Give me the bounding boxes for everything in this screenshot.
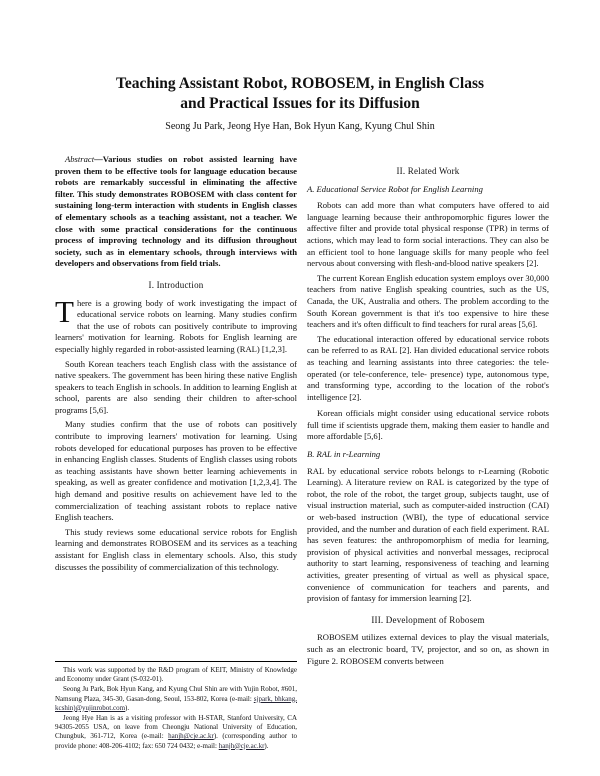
intro-paragraph-4: This study reviews some educational service robots for English learning and demonstrates ROBOSEM and its services as a teaching assistant for English class in elementary schools. Also, this study discusses the possibility of commercialization of this technology. <box>55 526 297 572</box>
right-column <box>307 154 549 670</box>
footnotes <box>55 661 297 752</box>
email-link-yujin[interactable]: sjpark, bhkang, kcshin)@yujinrobot.com <box>55 694 297 712</box>
email-link-han[interactable]: hanjh@cje.ac.kr <box>168 732 214 741</box>
intro-paragraph-3: Many studies confirm that the use of robots can positively contribute to improving learners' motivation for learning. Using robots developed for educational purposes has proven to be effective in enhancing English classes. Students of English classes using robots as teaching assistants have shown better learning achievements in speaking, as well as greater confidence and motivation [1,2,3,4]. The high demand and positive results on achievement have led to the commercialization of teaching assistant robots to replace native English teachers. <box>55 419 297 523</box>
section-heading-related-work: II. Related Work <box>396 166 460 176</box>
intro-paragraph-2: South Korean teachers teach English class with the assistance of native speakers. The government has been hiring these native English speakers to teach English in schools. In addition to learning English at school, parents are also sending their children to after-school programs [5,6]. <box>55 358 297 415</box>
related-paragraph-4: Korean officials might consider using educational service robots full time if scientists upgrade them, making them easier to handle and more affordable [5,6]. <box>307 408 549 442</box>
related-paragraph-3: The educational interaction offered by educational service robots can be referred to as RAL [2]. Han divided educational service robots as teaching and learning assistants into three categories: the tele-operated (or tele-conference, tele- presence) type, autonomous type, and transforming type, according to the location of the robot's intelligence [2]. <box>307 333 549 402</box>
abstract-label: Abstract <box>65 154 95 164</box>
section-heading-introduction: I. Introduction <box>148 279 204 290</box>
paper-title <box>40 74 560 114</box>
footnote-affiliation-2-text: Jeong Hye Han is as a visiting professor with H-STAR, Stanford University, CA 94305-2055 USA, on leave from Cheongju National University of Education, Chungbuk, 361-712, Korea (e-mail: <box>55 714 297 741</box>
footnote-affiliation-1 <box>55 685 297 713</box>
title-line-2: and Practical Issues for its Diffusion <box>180 95 420 112</box>
footnote-funding: This work was supported by the R&D program of KEIT, Ministry of Knowledge and Economy under Grant (S-032-01). <box>55 666 297 684</box>
intro-paragraph-1-text: here is a growing body of work investigating the impact of educational service robots on learning. Many studies confirm that the use of robots can positively contribute to improving learners' motivation for learning. Robots for English learning are especially highly regarded in robot-assisted learning (RAL) [1,2,3]. <box>55 297 297 354</box>
development-paragraph-1: ROBOSEM utilizes external devices to play the visual materials, such as an electronic board, TV, projector, and so on, as shown in Figure 2. ROBOSEM converts between <box>307 632 549 666</box>
abstract <box>55 154 297 270</box>
related-paragraph-2: The current Korean English education system employs over 30,000 teachers from native English speaking countries, such as the US, Canada, the UK, Australia and others. The problem according to the South Korean government is that it's too expensive to hire these teachers and it's often difficult to find teachers for rural areas [5,6]. <box>307 272 549 330</box>
footnote-affiliation-1-text: Seong Ju Park, Bok Hyun Kang, and Kyung Chul Shin are with Yujin Robot, #601, Namsung Plaza, 345-30, Gasan-dong, Seoul, 153-802, Korea (e-mail: <box>55 685 297 703</box>
title-line-1: Teaching Assistant Robot, ROBOSEM, in English Class <box>115 75 485 92</box>
drop-cap: T <box>55 293 74 329</box>
section-heading-development: III. Development of Robosem <box>371 614 485 625</box>
footnote-affiliation-2-mid: ). (corresponding author to provide phone: 408-206-4102; fax: 650 724 0432; e-mail: <box>55 732 297 750</box>
intro-paragraph-1 <box>55 293 297 356</box>
email-link-han-2[interactable]: hanjh@cje.ac.kr <box>218 741 265 750</box>
footnote-affiliation-2 <box>55 714 297 751</box>
ral-paragraph-1: RAL by educational service robots belongs to r-Learning (Robotic Learning). A literature review on RAL is categorized by the type of robot, the role of the robot, the target group, subjects taught, use of visual instruction material, such as computer-aided instruction (CAI) or web-based instruction (WBI), the type of educational service provided, and the number and duration of each field experiment. RAL has seven features: the anthropomorphism of media for learning, provision of physical activities and nonverbal messages, reciprocal authority to start learning, responsiveness of teaching and learning activities, greater presenting of virtual as well as physical space, convenience of communication for teachers and parents, and provision of fantasy for immersion learning [2]. <box>307 465 549 604</box>
author-list: Seong Ju Park, Jeong Hye Han, Bok Hyun Kang, Kyung Chul Shin <box>165 121 435 132</box>
subsection-heading-a: A. Educational Service Robot for English Learning <box>307 183 483 194</box>
footnote-affiliation-2-end: ). <box>264 741 269 750</box>
footnote-affiliation-1-end: ). <box>125 703 130 712</box>
abstract-text: —Various studies on robot assisted learning have proven them to be effective tools for language education because robots are remarkably successful in eliminating the affective filter. This study demonstrates ROBOSEM with class content for sustaining long-term interaction with students in English classes of elementary schools as a teaching assistant, not a teacher. We close with some practical considerations for the continuous process of improving technology and its diffusion throughout society, such as in elementary schools, through interviews with developers and observations from field trials. <box>55 154 297 269</box>
related-paragraph-1: Robots can add more than what computers have offered to aid language learning because their anthropomorphic figures lower the affective filter and provide total physical response (TPR) in terms of actions, which may lead to form social interactions. They can also be an efficient tool to hone language skills for many people who feel nervous about conversing with flesh-and-blood native speakers [2]. <box>307 200 549 269</box>
left-column <box>55 154 297 576</box>
subsection-heading-b: B. RAL in r-Learning <box>307 449 381 460</box>
